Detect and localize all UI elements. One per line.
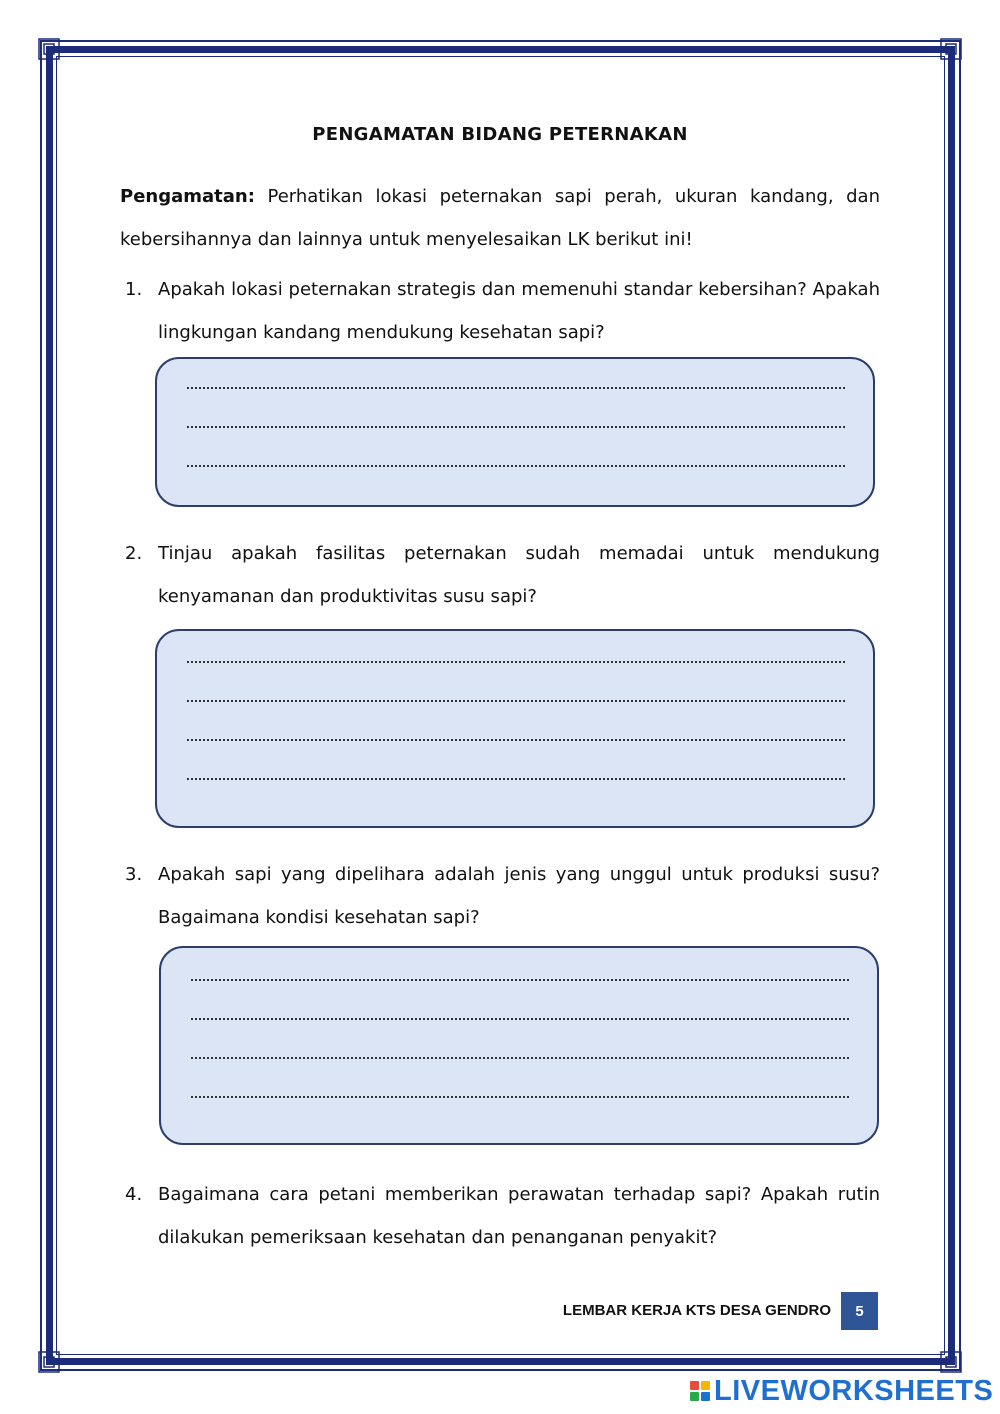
- footer-text: LEMBAR KERJA KTS DESA GENDRO: [562, 1302, 831, 1319]
- question-number: 2.: [125, 543, 143, 564]
- page-title: PENGAMATAN BIDANG PETERNAKAN: [312, 124, 688, 145]
- answer-line[interactable]: [191, 1018, 849, 1020]
- answer-line[interactable]: [187, 700, 845, 702]
- question-number: 4.: [125, 1184, 143, 1205]
- intro-paragraph: [120, 175, 880, 261]
- liveworksheets-icon: [690, 1381, 710, 1401]
- question-4: [120, 1173, 880, 1259]
- answer-line[interactable]: [187, 387, 845, 389]
- answer-line[interactable]: [187, 778, 845, 780]
- answer-line[interactable]: [187, 739, 845, 741]
- liveworksheets-logo: [690, 1374, 993, 1408]
- question-3: [120, 853, 880, 939]
- intro-text: Perhatikan lokasi peternakan sapi perah, ukuran kandang, dan kebersihannya dan lainnya untuk menyelesaikan LK berikut ini!: [120, 186, 880, 250]
- question-text: Bagaimana cara petani memberikan perawatan terhadap sapi? Apakah rutin dilakukan pemeriksaan kesehatan dan penanganan penyakit?: [158, 1184, 880, 1248]
- answer-line[interactable]: [187, 426, 845, 428]
- liveworksheets-wordmark: LIVEWORKSHEETS: [714, 1374, 994, 1407]
- answer-line[interactable]: [187, 661, 845, 663]
- question-number: 1.: [125, 279, 143, 300]
- answer-box-1[interactable]: [155, 357, 875, 507]
- question-text: Apakah sapi yang dipelihara adalah jenis yang unggul untuk produksi susu? Bagaimana kondisi kesehatan sapi?: [158, 864, 880, 928]
- answer-line[interactable]: [191, 979, 849, 981]
- answer-line[interactable]: [191, 1057, 849, 1059]
- page-number-badge: 5: [841, 1292, 878, 1330]
- corner-ornament-top-right: [940, 38, 962, 60]
- answer-box-2[interactable]: [155, 629, 875, 828]
- corner-ornament-bottom-right: [940, 1351, 962, 1373]
- question-1: [120, 268, 880, 354]
- answer-line[interactable]: [187, 465, 845, 467]
- answer-box-3[interactable]: [159, 946, 879, 1145]
- question-2: [120, 532, 880, 618]
- corner-ornament-top-left: [38, 38, 60, 60]
- question-number: 3.: [125, 864, 143, 885]
- intro-label: Pengamatan:: [120, 186, 255, 207]
- question-text: Tinjau apakah fasilitas peternakan sudah memadai untuk mendukung kenyamanan dan produktivitas susu sapi?: [158, 543, 880, 607]
- corner-ornament-bottom-left: [38, 1351, 60, 1373]
- question-text: Apakah lokasi peternakan strategis dan memenuhi standar kebersihan? Apakah lingkungan kandang mendukung kesehatan sapi?: [158, 279, 880, 343]
- answer-line[interactable]: [191, 1096, 849, 1098]
